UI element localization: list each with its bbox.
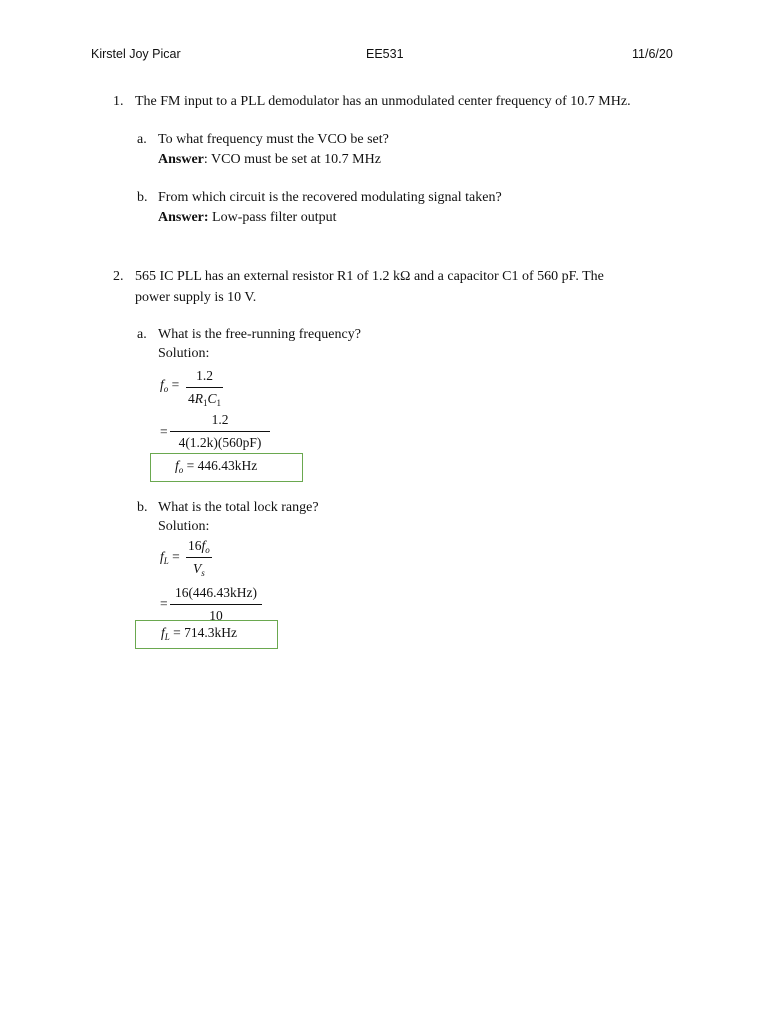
result-value: = 446.43kHz [186, 458, 258, 473]
q2a-question: What is the free-running frequency? [158, 327, 361, 342]
q2b-letter: b. [137, 500, 148, 515]
q1b-letter: b. [137, 190, 148, 205]
fraction-bar [186, 557, 212, 558]
fraction-denominator: $4R_1C_1$ [188, 390, 222, 408]
fraction-bar [170, 431, 270, 432]
fraction-denominator: $V_s$ [193, 560, 205, 578]
fl-result: $f_L = 714.3kHz$ [161, 625, 238, 642]
fraction-bar [186, 387, 223, 388]
result-value: = 714.3kHz [173, 625, 238, 640]
document-date: 11/6/20 [632, 47, 673, 61]
q1a-letter: a. [137, 132, 147, 147]
q1b-question: From which circuit is the recovered modulating signal taken? [158, 190, 502, 205]
answer-label: Answer: [158, 210, 209, 225]
q1a-question: To what frequency must the VCO be set? [158, 132, 389, 147]
q1a-answer [158, 153, 381, 167]
q2-number: 2. [113, 269, 124, 284]
course-code: EE531 [366, 47, 404, 61]
fo-substitution-fraction [170, 413, 270, 449]
equals-sign: = [160, 424, 168, 439]
q2b-question: What is the total lock range? [158, 500, 319, 515]
q2-text-line2: power supply is 10 V. [135, 290, 257, 305]
fo-result: $f_o = 446.43kHz$ [175, 458, 258, 475]
fraction-numerator: 1.2 [211, 412, 229, 427]
fraction-bar [170, 604, 262, 605]
fl-symbol: $f_L$ = [160, 549, 180, 566]
q1-text: The FM input to a PLL demodulator has an unmodulated center frequency of 10.7 MHz. [135, 94, 631, 109]
answer-text: Low-pass filter output [208, 210, 337, 225]
fraction-denominator: 4(1.2k)(560pF) [178, 434, 262, 450]
answer-label: Answer [158, 152, 204, 167]
equals-sign: = [160, 596, 168, 611]
author-name: Kirstel Joy Picar [91, 47, 181, 61]
fraction-numerator: $16f_o$ [188, 538, 210, 555]
fo-symbol: $f_o$ = [160, 377, 180, 394]
fraction-denominator: 10 [209, 607, 223, 623]
fo-formula-fraction [186, 368, 223, 408]
fl-substitution-fraction [170, 586, 262, 622]
q2-text-line1: 565 IC PLL has an external resistor R1 of 1.2 kΩ and a capacitor C1 of 560 pF. The [135, 269, 604, 284]
q2b-solution-label: Solution: [158, 519, 210, 534]
fraction-numerator: 16(446.43kHz) [174, 585, 258, 600]
q1b-answer [158, 211, 336, 225]
answer-text: : VCO must be set at 10.7 MHz [203, 152, 381, 167]
fraction-numerator: 1.2 [196, 368, 213, 383]
q2a-letter: a. [137, 327, 147, 342]
q1-number: 1. [113, 94, 124, 109]
q2a-solution-label: Solution: [158, 346, 210, 361]
fl-formula-fraction [186, 538, 212, 578]
